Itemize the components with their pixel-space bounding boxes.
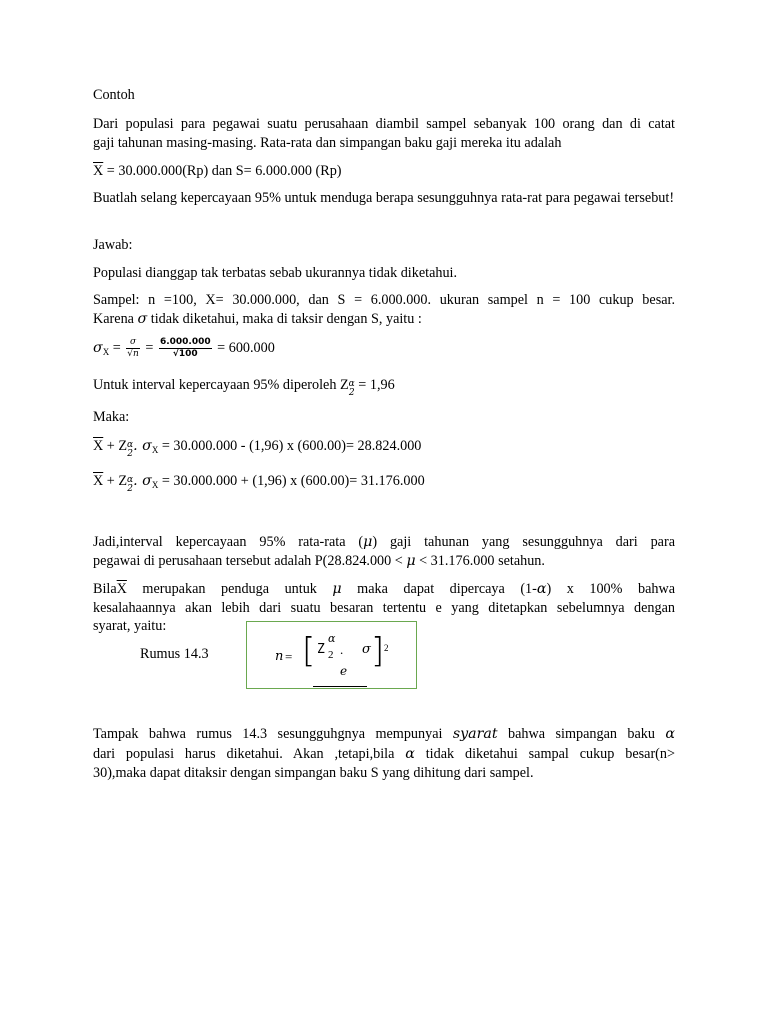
lower-bound-result: = 30.000.000 - (1,96) x (600.00)= 28.824.000 xyxy=(158,438,422,454)
xbar-symbol-bila: $\overline{X}$ xyxy=(116,581,127,597)
formula-box xyxy=(246,621,417,689)
tampak2-text-a: dari populasi harus diketahui. Akan ,tetapi,bila xyxy=(93,746,406,762)
two-denominator: 2 xyxy=(348,388,355,398)
sample-line2-text-b: tidak diketahui, maka di taksir dengan S, yaitu : xyxy=(147,311,422,327)
mean-and-sd-line xyxy=(93,162,675,181)
sigma-symbol: σ xyxy=(137,311,148,327)
conclusion-line2-text-a: pegawai di perusahaan tersebut adalah P(28.824.000 < xyxy=(93,553,407,569)
sigma-lhs: σ xyxy=(93,339,103,356)
sigma-subscript-upper: X xyxy=(151,480,159,490)
formula-alpha: α xyxy=(328,632,336,645)
sigma-over-root-n-fraction xyxy=(126,338,140,359)
bila-text-b: merupakan penduga untuk xyxy=(126,581,333,597)
dot-sigma-lower: . σ xyxy=(133,438,152,454)
conclusion-text-b: ) gaji tahunan yang sesungguhnya dari para xyxy=(372,534,675,550)
equals-sign-2: = xyxy=(141,339,157,356)
fraction-numerator-numeric: 6.000.000 xyxy=(159,337,211,347)
dot-sigma-upper: . σ xyxy=(133,473,152,489)
formula-dot: . xyxy=(340,642,344,657)
bila-line3: syarat, yaitu: xyxy=(93,618,167,634)
tampak-text-b: bahwa simpangan baku xyxy=(497,726,666,742)
population-statement: Populasi dianggap tak terbatas sebab ukurannya tidak diketahui. xyxy=(93,265,458,281)
alpha-symbol-bila: α xyxy=(536,581,547,597)
conclusion-text-a: Jadi,interval kepercayaan 95% rata-rata ( xyxy=(93,534,364,550)
xbar-symbol-lower: $\overline{X}$ xyxy=(93,438,104,454)
formula-z: Z xyxy=(317,642,325,657)
maka-label: Maka: xyxy=(93,409,130,425)
paragraph-intro-line2: gaji tahunan masing-masing. Rata-rata dan simpangan baku gaji mereka itu adalah xyxy=(93,135,562,151)
alpha-numerator: α xyxy=(348,379,355,389)
heading: Contoh xyxy=(93,87,135,103)
sample-line1: Sampel: n =100, X= 30.000.000, dan S = 6.000.000. ukuran sampel n = 100 cukup besar. xyxy=(93,292,675,308)
conclusion-line1 xyxy=(93,533,675,552)
sigma-x-equation xyxy=(93,338,675,362)
formula-sigma: σ xyxy=(362,642,371,657)
tampak-text-a: Tampak bahwa rumus 14.3 sesungguhgnya mempunyai xyxy=(93,726,453,742)
formula-equals: = xyxy=(285,649,293,664)
mean-and-sd-text: = 30.000.000(Rp) dan S= 6.000.000 (Rp) xyxy=(103,163,342,179)
formula-n: n xyxy=(275,649,284,664)
mu-symbol-bila: μ xyxy=(332,581,342,597)
formula-e: e xyxy=(340,664,348,678)
question-paragraph: Buatlah selang kepercayaan 95% untuk menduga berapa sesungguhnya rata-rat para pegawai tersebut! xyxy=(93,190,675,206)
bila-line1 xyxy=(93,580,675,599)
z-value-text: Untuk interval kepercayaan 95% diperoleh Z xyxy=(93,377,349,393)
mu-symbol-2: μ xyxy=(406,553,416,569)
answer-label: Jawab: xyxy=(93,237,133,253)
two-lower: 2 xyxy=(127,449,133,459)
xbar-symbol-upper: $\overline{X}$ xyxy=(93,473,104,489)
lower-bound-equation xyxy=(93,437,675,460)
sigma-lhs-subscript: X xyxy=(102,346,110,357)
fraction-numerator: σ xyxy=(129,337,137,347)
tampak-line2 xyxy=(93,745,675,764)
z-value-line xyxy=(93,376,675,398)
plus-z-upper: + Z xyxy=(103,473,128,489)
equals-sign: = xyxy=(109,339,125,356)
conclusion-line2-text-b: < 31.176.000 setahun. xyxy=(415,553,545,569)
formula-left-bracket: [ xyxy=(302,631,316,671)
upper-bound-result: = 30.000.000 + (1,96) x (600.00)= 31.176.000 xyxy=(158,473,425,489)
z-value-result: = 1,96 xyxy=(354,377,395,393)
formula-right-bracket: ] xyxy=(371,631,385,671)
sigma-subscript-lower: X xyxy=(151,445,159,455)
alpha-symbol-tampak2: α xyxy=(405,746,415,762)
fraction-denominator: √n xyxy=(127,349,139,359)
bila-text-a: Bila xyxy=(93,581,117,597)
bila-line2: kesalahaannya akan lebih dari suatu besaran tertentu e yang ditetapkan sebelumnya dengan xyxy=(93,600,675,616)
mu-symbol: μ xyxy=(363,534,373,550)
formula-power: 2 xyxy=(384,643,389,653)
rumus-label: Rumus 14.3 xyxy=(140,646,209,662)
tampak-line3: 30),maka dapat ditaksir dengan simpangan baku S yang dihitung dari sampel. xyxy=(93,765,534,781)
tampak2-text-b: tidak diketahui sampal cukup besar(n> xyxy=(414,746,675,762)
upper-bound-equation xyxy=(93,472,675,495)
plus-z-lower: + Z xyxy=(103,438,128,454)
sample-line2-text-a: Karena xyxy=(93,311,138,327)
formula-two: 2 xyxy=(328,649,334,661)
fraction-denominator-numeric: √100 xyxy=(159,348,212,359)
paragraph-intro-line1: Dari populasi para pegawai suatu perusahaan diambil sampel sebanyak 100 orang dan di catat xyxy=(93,116,675,132)
bila-text-c: maka dapat dipercaya (1- xyxy=(341,581,537,597)
conclusion-line2 xyxy=(93,552,675,571)
equation-result: = 600.000 xyxy=(213,339,275,356)
numeric-fraction xyxy=(159,338,212,359)
formula-underline xyxy=(313,686,367,687)
two-upper: 2 xyxy=(127,484,133,494)
syarat-italic: syarat xyxy=(452,726,498,742)
sample-line2 xyxy=(93,310,675,329)
alpha-symbol-tampak: α xyxy=(665,726,675,742)
tampak-line1 xyxy=(93,725,675,744)
alpha-upper: α xyxy=(127,475,134,485)
bila-text-d: ) x 100% bahwa xyxy=(546,581,676,597)
xbar-symbol: $\overline{X}$ xyxy=(93,163,104,179)
alpha-lower: α xyxy=(127,440,134,450)
formula-content xyxy=(247,622,416,688)
